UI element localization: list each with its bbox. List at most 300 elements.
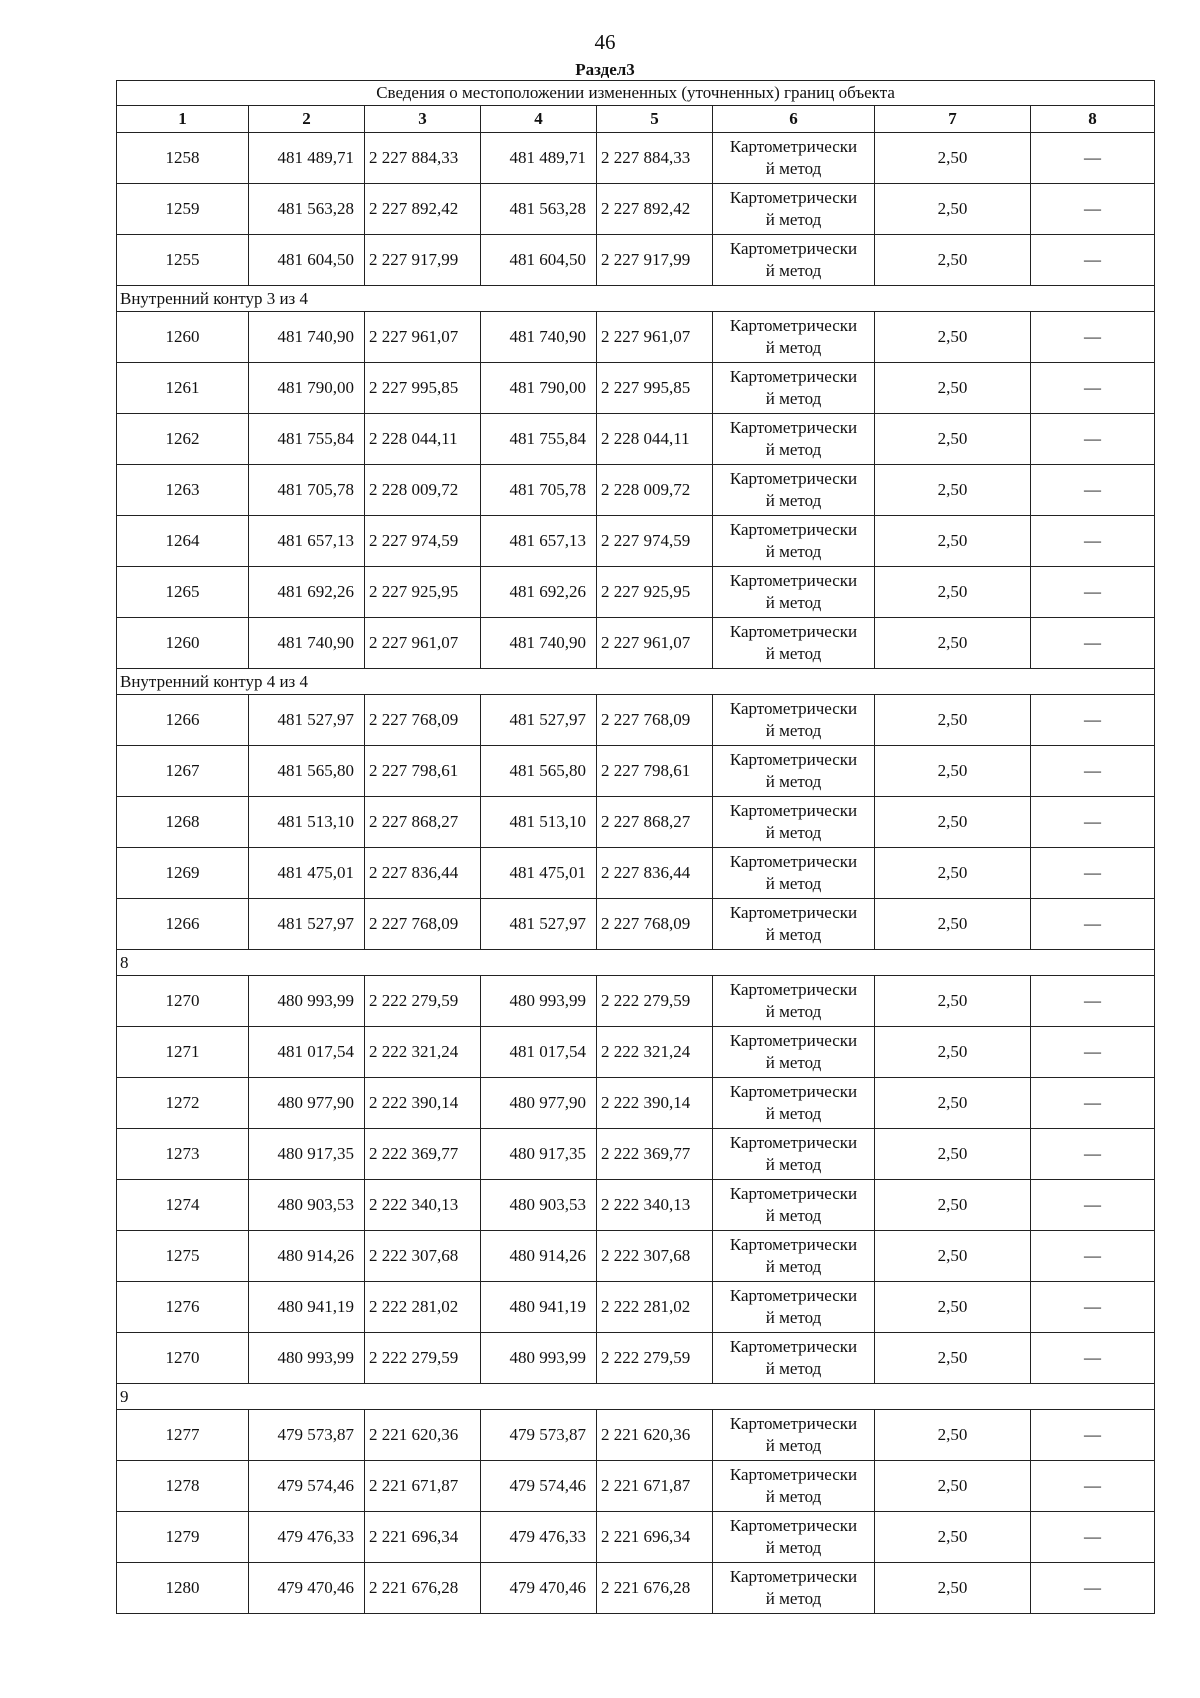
accuracy-cell: 2,50 xyxy=(875,1180,1031,1231)
existing-x-cell: 481 017,54 xyxy=(249,1027,365,1078)
refined-y-cell: 2 228 009,72 xyxy=(597,465,713,516)
existing-x-cell: 481 527,97 xyxy=(249,899,365,950)
method-line-2: й метод xyxy=(765,823,822,842)
point-number-cell: 1263 xyxy=(117,465,249,516)
point-number-cell: 1259 xyxy=(117,184,249,235)
point-number-cell: 1261 xyxy=(117,363,249,414)
contour-label: 8 xyxy=(117,950,1155,976)
method-cell xyxy=(713,848,875,899)
existing-y-cell: 2 227 961,07 xyxy=(365,618,481,669)
existing-x-cell: 481 527,97 xyxy=(249,695,365,746)
method-line-1: Картометрически xyxy=(729,750,858,769)
table-row xyxy=(117,1410,1155,1461)
table-row xyxy=(117,618,1155,669)
existing-x-cell: 481 657,13 xyxy=(249,516,365,567)
contour-label: Внутренний контур 4 из 4 xyxy=(117,669,1155,695)
description-cell: — xyxy=(1031,312,1155,363)
method-line-1: Картометрически xyxy=(729,1465,858,1484)
method-line-1: Картометрически xyxy=(729,1184,858,1203)
description-cell: — xyxy=(1031,567,1155,618)
table-row xyxy=(117,1078,1155,1129)
point-number-cell: 1260 xyxy=(117,618,249,669)
method-cell xyxy=(713,1512,875,1563)
contour-header-row xyxy=(117,1384,1155,1410)
method-line-2: й метод xyxy=(765,1487,822,1506)
method-line-2: й метод xyxy=(765,1155,822,1174)
point-number-cell: 1280 xyxy=(117,1563,249,1614)
existing-y-cell: 2 227 836,44 xyxy=(365,848,481,899)
point-number-cell: 1267 xyxy=(117,746,249,797)
method-line-1: Картометрически xyxy=(729,367,858,386)
existing-y-cell: 2 222 307,68 xyxy=(365,1231,481,1282)
method-cell xyxy=(713,976,875,1027)
point-number-cell: 1277 xyxy=(117,1410,249,1461)
existing-y-cell: 2 221 676,28 xyxy=(365,1563,481,1614)
method-line-1: Картометрически xyxy=(729,1235,858,1254)
refined-y-cell: 2 227 836,44 xyxy=(597,848,713,899)
column-number: 8 xyxy=(1031,106,1155,133)
refined-x-cell: 481 565,80 xyxy=(481,746,597,797)
table-row xyxy=(117,516,1155,567)
existing-y-cell: 2 227 961,07 xyxy=(365,312,481,363)
table-row xyxy=(117,1282,1155,1333)
existing-y-cell: 2 222 340,13 xyxy=(365,1180,481,1231)
refined-y-cell: 2 227 961,07 xyxy=(597,312,713,363)
method-line-1: Картометрически xyxy=(729,137,858,156)
refined-x-cell: 480 941,19 xyxy=(481,1282,597,1333)
description-cell: — xyxy=(1031,618,1155,669)
existing-x-cell: 481 563,28 xyxy=(249,184,365,235)
table-row xyxy=(117,414,1155,465)
description-cell: — xyxy=(1031,133,1155,184)
refined-x-cell: 480 977,90 xyxy=(481,1078,597,1129)
method-line-1: Картометрически xyxy=(729,980,858,999)
table-row xyxy=(117,1563,1155,1614)
existing-x-cell: 481 565,80 xyxy=(249,746,365,797)
accuracy-cell: 2,50 xyxy=(875,516,1031,567)
existing-x-cell: 481 790,00 xyxy=(249,363,365,414)
refined-x-cell: 481 489,71 xyxy=(481,133,597,184)
refined-x-cell: 481 527,97 xyxy=(481,695,597,746)
accuracy-cell: 2,50 xyxy=(875,1563,1031,1614)
accuracy-cell: 2,50 xyxy=(875,976,1031,1027)
method-line-2: й метод xyxy=(765,1538,822,1557)
refined-y-cell: 2 227 995,85 xyxy=(597,363,713,414)
existing-x-cell: 481 692,26 xyxy=(249,567,365,618)
refined-y-cell: 2 222 279,59 xyxy=(597,1333,713,1384)
accuracy-cell: 2,50 xyxy=(875,1512,1031,1563)
accuracy-cell: 2,50 xyxy=(875,1333,1031,1384)
method-line-2: й метод xyxy=(765,261,822,280)
table-caption: Сведения о местоположении измененных (уточненных) границ объекта xyxy=(117,81,1155,106)
accuracy-cell: 2,50 xyxy=(875,414,1031,465)
refined-x-cell: 480 993,99 xyxy=(481,976,597,1027)
accuracy-cell: 2,50 xyxy=(875,465,1031,516)
existing-y-cell: 2 221 696,34 xyxy=(365,1512,481,1563)
existing-y-cell: 2 222 279,59 xyxy=(365,976,481,1027)
description-cell: — xyxy=(1031,1078,1155,1129)
method-line-2: й метод xyxy=(765,159,822,178)
refined-y-cell: 2 222 390,14 xyxy=(597,1078,713,1129)
refined-x-cell: 480 914,26 xyxy=(481,1231,597,1282)
description-cell: — xyxy=(1031,1129,1155,1180)
existing-x-cell: 481 604,50 xyxy=(249,235,365,286)
existing-x-cell: 480 993,99 xyxy=(249,976,365,1027)
table-row xyxy=(117,363,1155,414)
refined-y-cell: 2 222 307,68 xyxy=(597,1231,713,1282)
table-row xyxy=(117,1180,1155,1231)
method-line-2: й метод xyxy=(765,542,822,561)
description-cell: — xyxy=(1031,235,1155,286)
column-number: 2 xyxy=(249,106,365,133)
method-line-2: й метод xyxy=(765,1359,822,1378)
method-line-1: Картометрически xyxy=(729,1031,858,1050)
description-cell: — xyxy=(1031,1410,1155,1461)
method-cell xyxy=(713,567,875,618)
method-line-2: й метод xyxy=(765,874,822,893)
accuracy-cell: 2,50 xyxy=(875,1410,1031,1461)
point-number-cell: 1266 xyxy=(117,695,249,746)
method-line-2: й метод xyxy=(765,1053,822,1072)
boundary-coordinates-table xyxy=(116,80,1155,1614)
column-number: 6 xyxy=(713,106,875,133)
point-number-cell: 1274 xyxy=(117,1180,249,1231)
refined-x-cell: 481 604,50 xyxy=(481,235,597,286)
contour-label: Внутренний контур 3 из 4 xyxy=(117,286,1155,312)
refined-y-cell: 2 221 676,28 xyxy=(597,1563,713,1614)
method-line-1: Картометрически xyxy=(729,239,858,258)
refined-y-cell: 2 227 892,42 xyxy=(597,184,713,235)
point-number-cell: 1276 xyxy=(117,1282,249,1333)
method-line-1: Картометрически xyxy=(729,418,858,437)
refined-x-cell: 481 692,26 xyxy=(481,567,597,618)
method-line-2: й метод xyxy=(765,1436,822,1455)
refined-x-cell: 481 527,97 xyxy=(481,899,597,950)
existing-y-cell: 2 228 044,11 xyxy=(365,414,481,465)
refined-y-cell: 2 221 696,34 xyxy=(597,1512,713,1563)
method-cell xyxy=(713,618,875,669)
point-number-cell: 1258 xyxy=(117,133,249,184)
refined-x-cell: 481 740,90 xyxy=(481,312,597,363)
method-line-2: й метод xyxy=(765,1589,822,1608)
existing-x-cell: 481 489,71 xyxy=(249,133,365,184)
method-line-1: Картометрически xyxy=(729,571,858,590)
method-line-2: й метод xyxy=(765,644,822,663)
table-row xyxy=(117,976,1155,1027)
accuracy-cell: 2,50 xyxy=(875,1282,1031,1333)
existing-y-cell: 2 221 620,36 xyxy=(365,1410,481,1461)
existing-y-cell: 2 227 925,95 xyxy=(365,567,481,618)
method-line-2: й метод xyxy=(765,440,822,459)
method-cell xyxy=(713,1333,875,1384)
method-line-2: й метод xyxy=(765,1257,822,1276)
refined-y-cell: 2 227 884,33 xyxy=(597,133,713,184)
table-row xyxy=(117,1027,1155,1078)
refined-x-cell: 480 993,99 xyxy=(481,1333,597,1384)
point-number-cell: 1265 xyxy=(117,567,249,618)
accuracy-cell: 2,50 xyxy=(875,1078,1031,1129)
accuracy-cell: 2,50 xyxy=(875,363,1031,414)
method-cell xyxy=(713,184,875,235)
point-number-cell: 1273 xyxy=(117,1129,249,1180)
existing-y-cell: 2 227 974,59 xyxy=(365,516,481,567)
point-number-cell: 1279 xyxy=(117,1512,249,1563)
accuracy-cell: 2,50 xyxy=(875,567,1031,618)
point-number-cell: 1266 xyxy=(117,899,249,950)
method-cell xyxy=(713,1282,875,1333)
existing-y-cell: 2 227 768,09 xyxy=(365,695,481,746)
accuracy-cell: 2,50 xyxy=(875,848,1031,899)
method-line-2: й метод xyxy=(765,721,822,740)
description-cell: — xyxy=(1031,1180,1155,1231)
description-cell: — xyxy=(1031,746,1155,797)
table-row xyxy=(117,797,1155,848)
accuracy-cell: 2,50 xyxy=(875,1231,1031,1282)
description-cell: — xyxy=(1031,1282,1155,1333)
method-cell xyxy=(713,695,875,746)
table-row xyxy=(117,312,1155,363)
point-number-cell: 1278 xyxy=(117,1461,249,1512)
refined-y-cell: 2 228 044,11 xyxy=(597,414,713,465)
existing-y-cell: 2 227 892,42 xyxy=(365,184,481,235)
point-number-cell: 1260 xyxy=(117,312,249,363)
accuracy-cell: 2,50 xyxy=(875,695,1031,746)
refined-y-cell: 2 227 798,61 xyxy=(597,746,713,797)
table-row xyxy=(117,133,1155,184)
method-cell xyxy=(713,746,875,797)
method-cell xyxy=(713,363,875,414)
column-number: 1 xyxy=(117,106,249,133)
existing-y-cell: 2 227 798,61 xyxy=(365,746,481,797)
point-number-cell: 1270 xyxy=(117,976,249,1027)
method-cell xyxy=(713,1461,875,1512)
description-cell: — xyxy=(1031,1461,1155,1512)
table-row xyxy=(117,235,1155,286)
accuracy-cell: 2,50 xyxy=(875,312,1031,363)
existing-y-cell: 2 222 279,59 xyxy=(365,1333,481,1384)
refined-x-cell: 481 755,84 xyxy=(481,414,597,465)
method-cell xyxy=(713,899,875,950)
table-row xyxy=(117,1512,1155,1563)
refined-x-cell: 481 513,10 xyxy=(481,797,597,848)
refined-x-cell: 479 470,46 xyxy=(481,1563,597,1614)
description-cell: — xyxy=(1031,465,1155,516)
existing-x-cell: 480 941,19 xyxy=(249,1282,365,1333)
existing-x-cell: 480 917,35 xyxy=(249,1129,365,1180)
refined-y-cell: 2 222 279,59 xyxy=(597,976,713,1027)
refined-y-cell: 2 227 768,09 xyxy=(597,695,713,746)
column-number: 7 xyxy=(875,106,1031,133)
existing-x-cell: 479 574,46 xyxy=(249,1461,365,1512)
point-number-cell: 1255 xyxy=(117,235,249,286)
existing-x-cell: 480 977,90 xyxy=(249,1078,365,1129)
refined-y-cell: 2 222 281,02 xyxy=(597,1282,713,1333)
method-cell xyxy=(713,1231,875,1282)
refined-x-cell: 481 790,00 xyxy=(481,363,597,414)
table-row xyxy=(117,1461,1155,1512)
refined-x-cell: 479 574,46 xyxy=(481,1461,597,1512)
table-row xyxy=(117,1129,1155,1180)
method-cell xyxy=(713,1078,875,1129)
method-cell xyxy=(713,414,875,465)
table-row xyxy=(117,465,1155,516)
existing-x-cell: 480 914,26 xyxy=(249,1231,365,1282)
method-line-1: Картометрически xyxy=(729,699,858,718)
refined-y-cell: 2 221 620,36 xyxy=(597,1410,713,1461)
point-number-cell: 1264 xyxy=(117,516,249,567)
refined-x-cell: 479 476,33 xyxy=(481,1512,597,1563)
refined-y-cell: 2 227 925,95 xyxy=(597,567,713,618)
refined-y-cell: 2 221 671,87 xyxy=(597,1461,713,1512)
existing-y-cell: 2 227 868,27 xyxy=(365,797,481,848)
description-cell: — xyxy=(1031,414,1155,465)
refined-x-cell: 481 740,90 xyxy=(481,618,597,669)
existing-x-cell: 479 476,33 xyxy=(249,1512,365,1563)
point-number-cell: 1272 xyxy=(117,1078,249,1129)
contour-header-row xyxy=(117,286,1155,312)
accuracy-cell: 2,50 xyxy=(875,899,1031,950)
description-cell: — xyxy=(1031,797,1155,848)
method-cell xyxy=(713,465,875,516)
method-line-2: й метод xyxy=(765,1308,822,1327)
method-line-1: Картометрически xyxy=(729,316,858,335)
contour-header-row xyxy=(117,950,1155,976)
refined-x-cell: 480 903,53 xyxy=(481,1180,597,1231)
method-line-2: й метод xyxy=(765,925,822,944)
description-cell: — xyxy=(1031,1027,1155,1078)
method-cell xyxy=(713,235,875,286)
table-row xyxy=(117,848,1155,899)
table-row xyxy=(117,899,1155,950)
existing-x-cell: 481 475,01 xyxy=(249,848,365,899)
accuracy-cell: 2,50 xyxy=(875,1027,1031,1078)
accuracy-cell: 2,50 xyxy=(875,184,1031,235)
existing-x-cell: 481 740,90 xyxy=(249,312,365,363)
description-cell: — xyxy=(1031,1333,1155,1384)
method-cell xyxy=(713,1180,875,1231)
table-row xyxy=(117,567,1155,618)
table-row xyxy=(117,1333,1155,1384)
method-line-1: Картометрически xyxy=(729,520,858,539)
point-number-cell: 1262 xyxy=(117,414,249,465)
method-line-1: Картометрически xyxy=(729,1337,858,1356)
section-title: Раздел3 xyxy=(575,60,635,79)
method-line-1: Картометрически xyxy=(729,852,858,871)
refined-y-cell: 2 227 917,99 xyxy=(597,235,713,286)
accuracy-cell: 2,50 xyxy=(875,1129,1031,1180)
description-cell: — xyxy=(1031,1231,1155,1282)
method-line-2: й метод xyxy=(765,338,822,357)
existing-y-cell: 2 222 390,14 xyxy=(365,1078,481,1129)
method-cell xyxy=(713,1129,875,1180)
column-number-row xyxy=(117,106,1155,133)
existing-y-cell: 2 222 321,24 xyxy=(365,1027,481,1078)
existing-x-cell: 481 705,78 xyxy=(249,465,365,516)
existing-y-cell: 2 228 009,72 xyxy=(365,465,481,516)
description-cell: — xyxy=(1031,184,1155,235)
method-line-1: Картометрически xyxy=(729,1133,858,1152)
column-number: 5 xyxy=(597,106,713,133)
table-row xyxy=(117,1231,1155,1282)
refined-x-cell: 481 563,28 xyxy=(481,184,597,235)
accuracy-cell: 2,50 xyxy=(875,133,1031,184)
point-number-cell: 1275 xyxy=(117,1231,249,1282)
accuracy-cell: 2,50 xyxy=(875,618,1031,669)
existing-x-cell: 480 993,99 xyxy=(249,1333,365,1384)
table-body xyxy=(117,133,1155,1614)
method-line-2: й метод xyxy=(765,1206,822,1225)
method-line-1: Картометрически xyxy=(729,1567,858,1586)
existing-x-cell: 481 755,84 xyxy=(249,414,365,465)
table-row xyxy=(117,695,1155,746)
description-cell: — xyxy=(1031,516,1155,567)
description-cell: — xyxy=(1031,976,1155,1027)
method-cell xyxy=(713,133,875,184)
existing-y-cell: 2 222 369,77 xyxy=(365,1129,481,1180)
contour-header-row xyxy=(117,669,1155,695)
existing-y-cell: 2 227 768,09 xyxy=(365,899,481,950)
existing-x-cell: 479 470,46 xyxy=(249,1563,365,1614)
refined-y-cell: 2 227 961,07 xyxy=(597,618,713,669)
method-line-1: Картометрически xyxy=(729,1286,858,1305)
point-number-cell: 1270 xyxy=(117,1333,249,1384)
method-line-2: й метод xyxy=(765,593,822,612)
method-cell xyxy=(713,516,875,567)
table-row xyxy=(117,184,1155,235)
refined-y-cell: 2 222 340,13 xyxy=(597,1180,713,1231)
method-line-1: Картометрически xyxy=(729,1082,858,1101)
existing-x-cell: 481 513,10 xyxy=(249,797,365,848)
existing-y-cell: 2 227 995,85 xyxy=(365,363,481,414)
accuracy-cell: 2,50 xyxy=(875,235,1031,286)
column-number: 3 xyxy=(365,106,481,133)
description-cell: — xyxy=(1031,695,1155,746)
existing-y-cell: 2 227 917,99 xyxy=(365,235,481,286)
method-line-1: Картометрически xyxy=(729,1414,858,1433)
method-line-2: й метод xyxy=(765,1002,822,1021)
accuracy-cell: 2,50 xyxy=(875,746,1031,797)
page-number: 46 xyxy=(594,30,616,54)
refined-y-cell: 2 222 321,24 xyxy=(597,1027,713,1078)
existing-x-cell: 480 903,53 xyxy=(249,1180,365,1231)
method-cell xyxy=(713,1410,875,1461)
method-line-1: Картометрически xyxy=(729,188,858,207)
refined-x-cell: 481 017,54 xyxy=(481,1027,597,1078)
refined-x-cell: 479 573,87 xyxy=(481,1410,597,1461)
refined-y-cell: 2 222 369,77 xyxy=(597,1129,713,1180)
method-cell xyxy=(713,1563,875,1614)
method-cell xyxy=(713,1027,875,1078)
method-line-2: й метод xyxy=(765,210,822,229)
method-line-2: й метод xyxy=(765,1104,822,1123)
description-cell: — xyxy=(1031,1512,1155,1563)
existing-y-cell: 2 221 671,87 xyxy=(365,1461,481,1512)
method-line-1: Картометрически xyxy=(729,1516,858,1535)
description-cell: — xyxy=(1031,848,1155,899)
refined-x-cell: 481 705,78 xyxy=(481,465,597,516)
accuracy-cell: 2,50 xyxy=(875,797,1031,848)
point-number-cell: 1269 xyxy=(117,848,249,899)
refined-x-cell: 481 657,13 xyxy=(481,516,597,567)
existing-x-cell: 479 573,87 xyxy=(249,1410,365,1461)
method-line-2: й метод xyxy=(765,772,822,791)
description-cell: — xyxy=(1031,363,1155,414)
method-line-2: й метод xyxy=(765,491,822,510)
description-cell: — xyxy=(1031,899,1155,950)
description-cell: — xyxy=(1031,1563,1155,1614)
refined-x-cell: 480 917,35 xyxy=(481,1129,597,1180)
method-line-2: й метод xyxy=(765,389,822,408)
